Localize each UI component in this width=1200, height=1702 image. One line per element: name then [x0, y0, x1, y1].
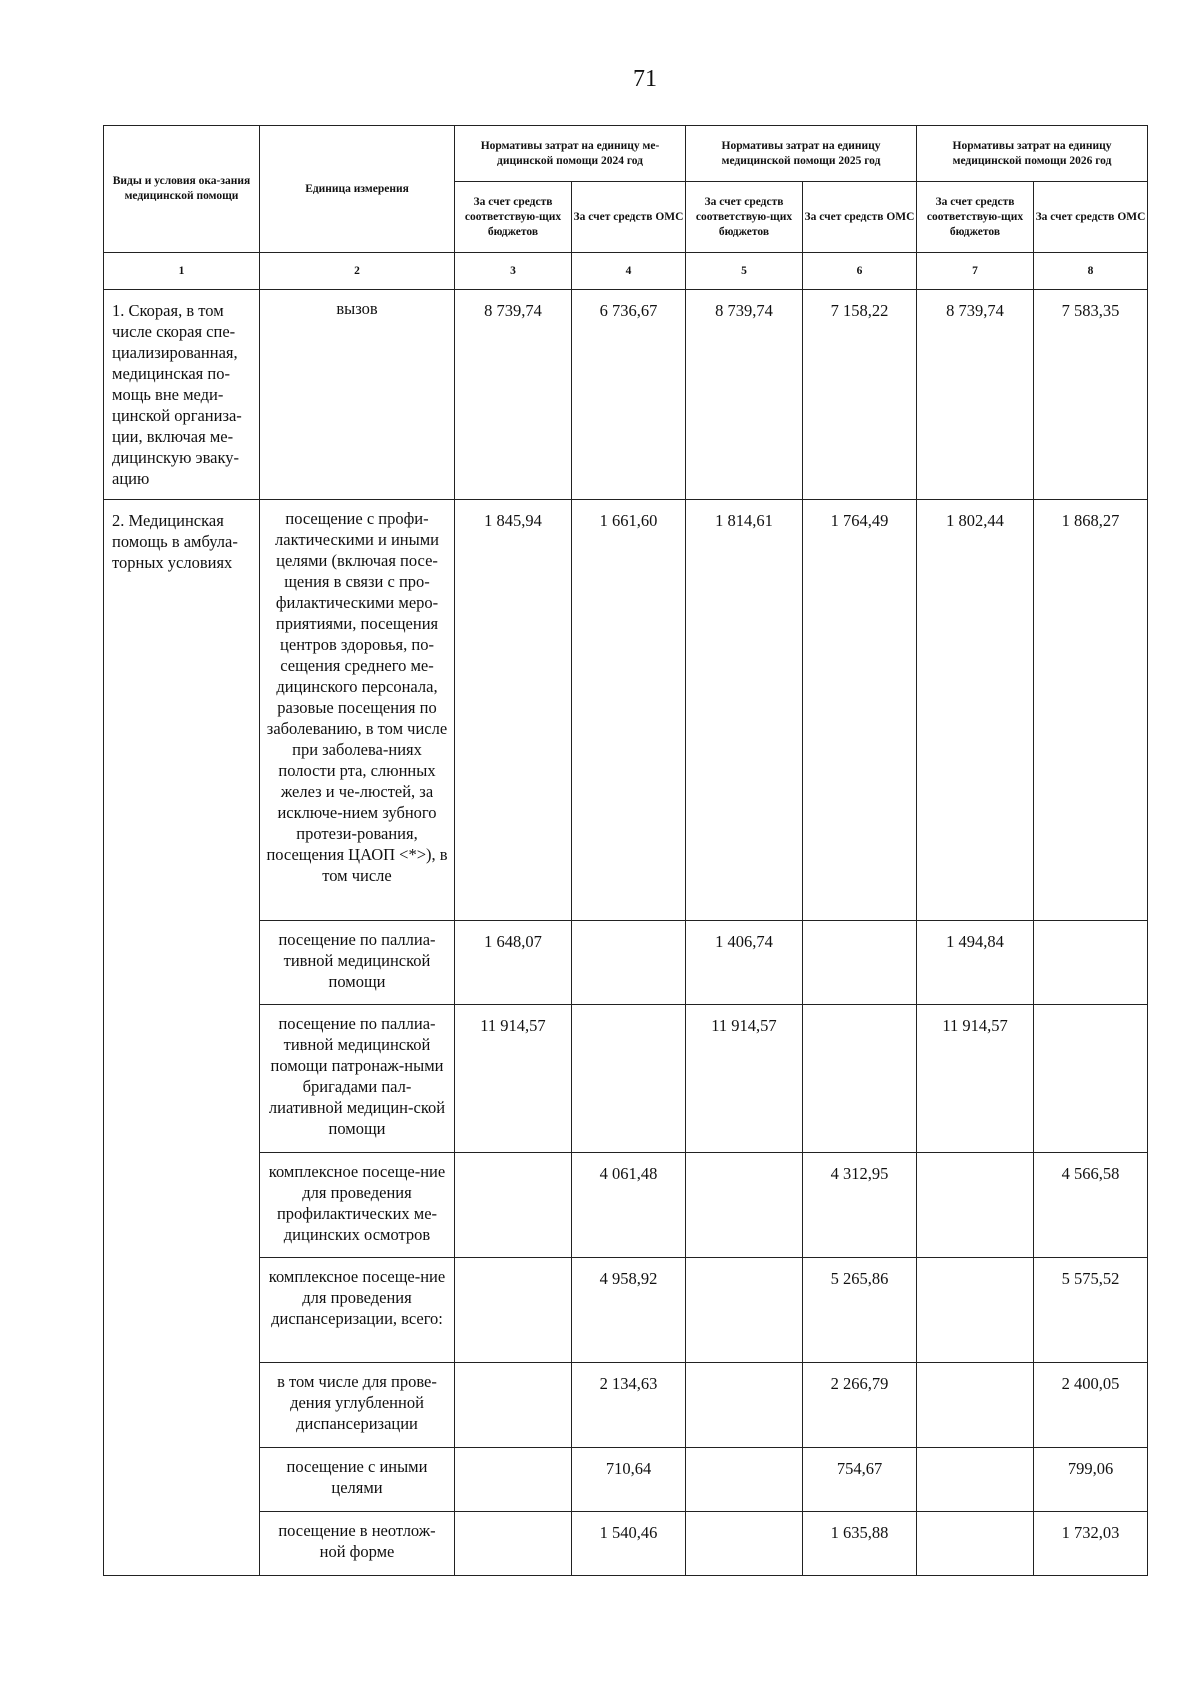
value-cell [917, 1512, 1034, 1576]
value-cell: 7 583,35 [1034, 290, 1148, 500]
unit-cell: посещение в неотлож-ной форме [260, 1512, 455, 1576]
value-cell: 6 736,67 [572, 290, 686, 500]
value-cell: 754,67 [803, 1448, 917, 1512]
value-cell: 4 566,58 [1034, 1153, 1148, 1258]
header-group-2025: Нормативы затрат на единицу медицинской помощи 2025 год [686, 126, 917, 182]
value-cell: 5 265,86 [803, 1258, 917, 1363]
value-cell [455, 1363, 572, 1448]
value-cell: 2 134,63 [572, 1363, 686, 1448]
value-cell: 1 845,94 [455, 500, 572, 921]
value-cell: 1 802,44 [917, 500, 1034, 921]
value-cell [455, 1512, 572, 1576]
value-cell: 1 661,60 [572, 500, 686, 921]
unit-cell: вызов [260, 290, 455, 500]
value-cell: 1 764,49 [803, 500, 917, 921]
value-cell [803, 921, 917, 1005]
value-cell: 8 739,74 [917, 290, 1034, 500]
column-number: 1 [104, 253, 260, 290]
header-unit: Единица измерения [260, 126, 455, 253]
value-cell: 1 406,74 [686, 921, 803, 1005]
column-number: 8 [1034, 253, 1148, 290]
table-row [104, 290, 1148, 500]
care-type-cell: 1. Скорая, в том числе скорая спе-циализированная, медицинская по-мощь вне меди-цинской организа-ции, включая ме-дицинскую эваку-ацию [104, 290, 260, 500]
value-cell [686, 1363, 803, 1448]
header-oms-2025: За счет средств ОМС [803, 182, 917, 253]
header-group-2024: Нормативы затрат на единицу ме-дицинской помощи 2024 год [455, 126, 686, 182]
unit-cell: в том числе для прове-дения углубленной диспансеризации [260, 1363, 455, 1448]
header-budget-2026: За счет средств соответствую-щих бюджетов [917, 182, 1034, 253]
value-cell: 2 266,79 [803, 1363, 917, 1448]
value-cell [1034, 1005, 1148, 1153]
header-oms-2026: За счет средств ОМС [1034, 182, 1148, 253]
unit-cell: комплексное посеще-ние для проведения профилактических ме-дицинских осмотров [260, 1153, 455, 1258]
header-budget-2025: За счет средств соответствую-щих бюджетов [686, 182, 803, 253]
table-row [104, 1005, 1148, 1153]
column-number: 2 [260, 253, 455, 290]
value-cell: 4 958,92 [572, 1258, 686, 1363]
value-cell [686, 1153, 803, 1258]
value-cell: 1 732,03 [1034, 1512, 1148, 1576]
value-cell: 7 158,22 [803, 290, 917, 500]
value-cell [917, 1258, 1034, 1363]
value-cell: 1 868,27 [1034, 500, 1148, 921]
table-row [104, 1512, 1148, 1576]
value-cell [455, 1448, 572, 1512]
value-cell [1034, 921, 1148, 1005]
table-row [104, 1363, 1148, 1448]
value-cell [572, 921, 686, 1005]
value-cell: 4 312,95 [803, 1153, 917, 1258]
value-cell: 11 914,57 [686, 1005, 803, 1153]
column-number: 3 [455, 253, 572, 290]
cost-norms-table [103, 125, 1148, 1576]
header-oms-2024: За счет средств ОМС [572, 182, 686, 253]
table-row [104, 500, 1148, 921]
header-budget-2024: За счет средств соответствую-щих бюджетов [455, 182, 572, 253]
value-cell [686, 1258, 803, 1363]
value-cell: 5 575,52 [1034, 1258, 1148, 1363]
value-cell: 2 400,05 [1034, 1363, 1148, 1448]
value-cell: 4 061,48 [572, 1153, 686, 1258]
page-number: 71 [633, 66, 657, 92]
value-cell [455, 1258, 572, 1363]
value-cell: 11 914,57 [917, 1005, 1034, 1153]
value-cell [686, 1448, 803, 1512]
value-cell: 799,06 [1034, 1448, 1148, 1512]
value-cell [917, 1153, 1034, 1258]
header-group-2026: Нормативы затрат на единицу медицинской помощи 2026 год [917, 126, 1148, 182]
value-cell: 1 648,07 [455, 921, 572, 1005]
value-cell: 1 814,61 [686, 500, 803, 921]
value-cell: 11 914,57 [455, 1005, 572, 1153]
table-row [104, 1448, 1148, 1512]
column-number: 7 [917, 253, 1034, 290]
value-cell [572, 1005, 686, 1153]
column-number: 5 [686, 253, 803, 290]
value-cell [686, 1512, 803, 1576]
unit-cell: комплексное посеще-ние для проведения диспансеризации, всего: [260, 1258, 455, 1363]
value-cell: 8 739,74 [686, 290, 803, 500]
value-cell [917, 1363, 1034, 1448]
column-number: 6 [803, 253, 917, 290]
table-row [104, 1153, 1148, 1258]
value-cell [455, 1153, 572, 1258]
value-cell: 1 540,46 [572, 1512, 686, 1576]
table-row [104, 921, 1148, 1005]
value-cell [803, 1005, 917, 1153]
care-type-cell: 2. Медицинская помощь в амбула-торных условиях [104, 500, 260, 1576]
table-row [104, 1258, 1148, 1363]
unit-cell: посещение по паллиа-тивной медицинской помощи [260, 921, 455, 1005]
header-type: Виды и условия ока-зания медицинской помощи [104, 126, 260, 253]
value-cell [917, 1448, 1034, 1512]
value-cell: 8 739,74 [455, 290, 572, 500]
unit-cell: посещение с профи-лактическими и иными целями (включая посе-щения в связи с про-филактическими меро-приятиями, посещения центров здоровья, по-сещения среднего ме-дицинского персонала, разовые посещения по заболеванию, в том числе при заболева-ниях полости рта, слюнных желез и че-люстей, за исключе-нием зубного протези-рования, посещения ЦАОП <*>), в том числе [260, 500, 455, 921]
value-cell: 1 635,88 [803, 1512, 917, 1576]
unit-cell: посещение с иными целями [260, 1448, 455, 1512]
column-number: 4 [572, 253, 686, 290]
value-cell: 1 494,84 [917, 921, 1034, 1005]
value-cell: 710,64 [572, 1448, 686, 1512]
unit-cell: посещение по паллиа-тивной медицинской помощи патронаж-ными бригадами пал-лиативной медицин-ской помощи [260, 1005, 455, 1153]
